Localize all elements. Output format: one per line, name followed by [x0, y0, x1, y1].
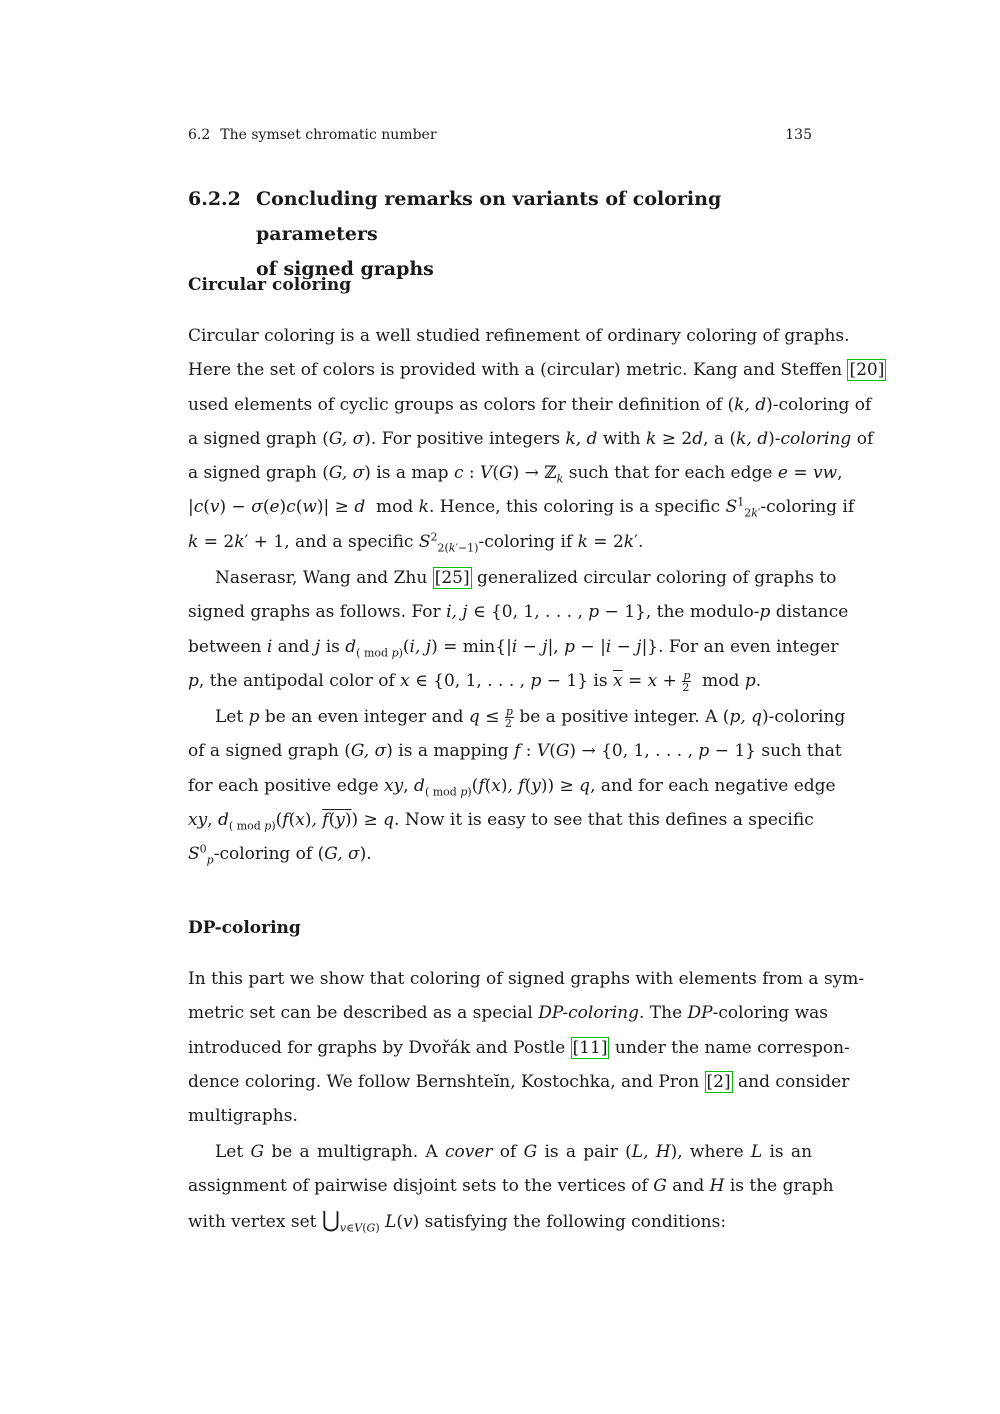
- subsection-title-line2: of signed graphs: [256, 258, 434, 280]
- page-number: 135: [785, 127, 812, 143]
- text-line: k = 2k′ + 1, and a specific $S^2_{2(k'-1)}$-coloring if k = 2k′.: [188, 530, 644, 555]
- text-line: xy, $d_{( mod p)}(f(x)$, f(y)) ≥ q. Now it is easy to see that this defines a specific: [188, 809, 814, 833]
- text-line: metric set can be described as a special DP-coloring. The DP-coloring was: [188, 1003, 829, 1024]
- text-line: used elements of cyclic groups as colors for their definition of (k, d)-coloring of: [188, 394, 872, 415]
- citation-link[interactable]: [25]: [434, 568, 470, 588]
- text-line: Let p be an even integer and q ≤ $\frac{p}{2}$ be a positive integer. A (p, q)-coloring: [215, 705, 846, 730]
- fraction: $\frac{p}{2}$: [504, 705, 513, 730]
- subsection-heading: [188, 182, 812, 287]
- text-line: |c(v) − σ(e)c(w)| ≥ d mod k. Hence, this coloring is a specific $S^1_{2k'}$-coloring if: [188, 495, 855, 520]
- text-line: with vertex set $⋃_{v\in V(G)}$ L(v) satisfying the following conditions:: [188, 1207, 727, 1234]
- text-fragment: Naserasr, Wang and Zhu: [215, 568, 428, 588]
- dp-paragraph-2: [188, 1135, 834, 1238]
- text-line: assignment of pairwise disjoint sets to the vertices of G and H is the graph: [188, 1176, 834, 1197]
- circular-paragraph-1: [188, 319, 885, 559]
- text-line: [188, 561, 837, 595]
- text-line: multigraphs.: [188, 1106, 298, 1127]
- circular-paragraph-3: [188, 700, 846, 871]
- header-section-number: 6.2: [188, 127, 211, 143]
- citation-link[interactable]: [20]: [849, 360, 885, 381]
- text-fragment: introduced for graphs by Dvořák and Postle: [188, 1037, 566, 1058]
- text-line: Here the set of colors is provided with a (circular) metric. Kang and Steffen [20]: [188, 360, 885, 381]
- text-line: between i and j is $d_{( mod p)}(i$, j) = min{|i − j|, p − |i − j|}. For an even integer: [188, 636, 839, 659]
- dp-paragraph-1: [188, 962, 865, 1133]
- dp-coloring-heading: DP-coloring: [188, 918, 301, 938]
- text-line: $S^0_p$-coloring of (G, σ).: [188, 842, 372, 867]
- text-fragment: and consider: [738, 1071, 850, 1092]
- citation-link[interactable]: [2]: [706, 1071, 731, 1092]
- text-line: In this part we show that coloring of signed graphs with elements from a sym-: [188, 969, 865, 989]
- text-line: a signed graph (G, σ) is a map c : V(G) → ℤ$_k$ such that for each edge e = vw,: [188, 463, 843, 486]
- text-line: [188, 1065, 850, 1099]
- header-section-title: The symset chromatic number: [220, 127, 437, 143]
- header-section: [188, 127, 437, 143]
- text-fragment: generalized circular coloring of graphs to: [477, 568, 837, 588]
- circular-paragraph-2: [188, 561, 849, 698]
- text-line: a signed graph (G, σ). For positive integers k, d with k ≥ 2d, a (k, d)-coloring of: [188, 428, 874, 449]
- text-line: signed graphs as follows. For i, j ∈ {0, 1, . . . , p − 1}, the modulo-p distance: [188, 602, 849, 623]
- subsection-number: 6.2.2: [188, 188, 241, 210]
- text-line: p, the antipodal color of x ∈ {0, 1, . . . , p − 1} is $\overline{x} = x$ + $\frac{p}{2}$ mod p.: [188, 668, 762, 694]
- text-fragment: dence coloring. We follow Bernshteĭn, Kostochka, and Pron: [188, 1071, 700, 1092]
- running-header: [188, 127, 812, 143]
- text-line: [188, 1031, 850, 1065]
- text-fragment: under the name correspon-: [614, 1037, 850, 1058]
- subsection-title-line1: Concluding remarks on variants of coloring parameters: [256, 188, 722, 245]
- fraction: $\frac{p}{2}$: [682, 668, 691, 694]
- text-line: for each positive edge xy, $d_{( mod p)}(f(x)$, f(y)) ≥ q, and for each negative edge: [188, 775, 836, 798]
- text-line: Let G be a multigraph. A cover of G is a pair (L, H), where L is an: [215, 1142, 813, 1162]
- circular-coloring-heading: Circular coloring: [188, 275, 352, 295]
- citation-link[interactable]: [11]: [572, 1037, 608, 1058]
- text-line: Circular coloring is a well studied refinement of ordinary coloring of graphs.: [188, 326, 850, 346]
- text-line: of a signed graph (G, σ) is a mapping f : V(G) → {0, 1, . . . , p − 1} such that: [188, 741, 842, 762]
